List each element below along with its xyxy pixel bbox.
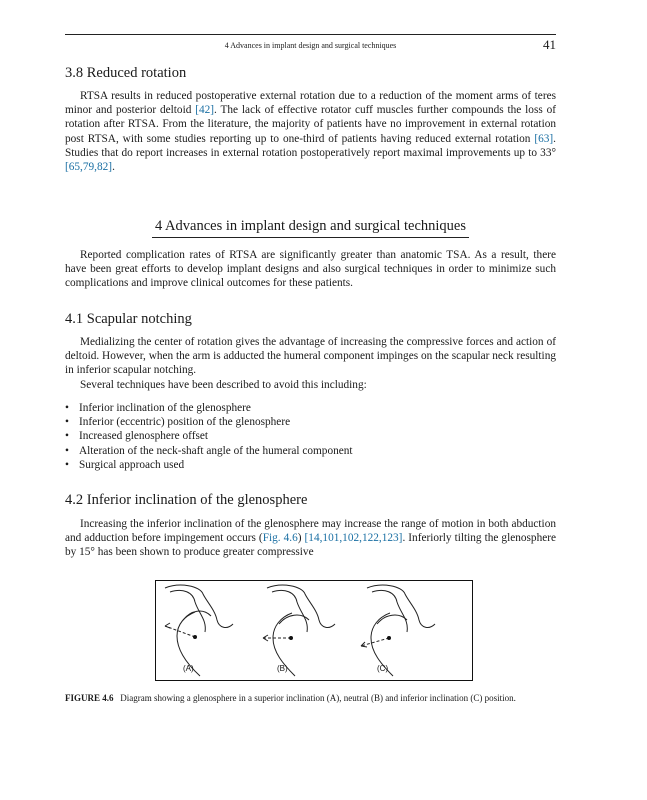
running-title: 4 Advances in implant design and surgical techniques xyxy=(224,41,397,50)
page-number: 41 xyxy=(543,37,556,52)
citation-link[interactable]: [63] xyxy=(534,132,554,145)
section-heading-4-2: 4.2 Inferior inclination of the glenosphere xyxy=(65,492,308,508)
rotation-center-a xyxy=(193,635,197,639)
header-rule xyxy=(65,34,556,35)
caption-text: Diagram showing a glenosphere in a superior inclination (A), neutral (B) and inferior inclination (C) position. xyxy=(120,693,516,703)
citation-link[interactable]: [42] xyxy=(195,104,215,117)
panel-label-b: (B) xyxy=(277,664,288,673)
technique-bullet-list xyxy=(65,401,559,472)
paragraph-scapular-notching: Medializing the center of rotation gives the advantage of increasing the compressive forces and action of deltoid. However, when the arm is adducted the humeral component impinges on the scapular neck resulting in inferior scapular notching. Several techniques have been described to avoid this including: xyxy=(65,336,556,391)
list-item: • Inferior inclination of the glenosphere xyxy=(79,401,559,415)
section-heading-4-1: 4.1 Scapular notching xyxy=(65,311,192,327)
citation-link[interactable]: [65,79,82] xyxy=(65,161,113,174)
panel-label-c: (C) xyxy=(377,664,389,673)
glenosphere-diagram xyxy=(155,580,473,681)
citation-link[interactable]: [14,101,102,122,123] xyxy=(304,532,403,545)
paragraph-inferior-inclination: Increasing the inferior inclination of the glenosphere may increase the range of motion in both abduction and adduction before impingement occurs (Fig. 4.6) [14,101,102,122,123]. Inferiorly tilting the glenosphere by 15° has been shown to produce greater compressive xyxy=(65,518,557,559)
panel-label-a: (A) xyxy=(183,664,194,673)
figure-frame xyxy=(156,581,473,681)
figure-caption xyxy=(65,692,556,705)
rotation-center-c xyxy=(387,636,391,640)
section-heading-3-8: 3.8 Reduced rotation xyxy=(65,65,187,81)
caption-label: FIGURE 4.6 xyxy=(65,693,114,703)
paragraph-reduced-rotation: RTSA results in reduced postoperative external rotation due to a reduction of the moment arms of teres minor and posterior deltoid [42]. The lack of effective rotator cuff muscles further compounds the loss of rotation after RTSA. From the literature, the majority of patients have no improvement in external rotation post RTSA, with some studies reporting up to one-third of patients having reduced external rotation [63]. Studies that do report increases in external rotation postoperatively report maximal improvements up to 33° [65,79,82]. xyxy=(65,90,556,174)
list-item: • Increased glenosphere offset xyxy=(79,429,559,443)
figure-link[interactable]: Fig. 4.6 xyxy=(262,532,298,545)
list-item: • Inferior (eccentric) position of the glenosphere xyxy=(79,415,559,429)
rotation-center-b xyxy=(289,636,293,640)
list-item: • Alteration of the neck-shaft angle of the humeral component xyxy=(79,444,559,458)
list-item: • Surgical approach used xyxy=(79,458,559,472)
chapter-section-heading: 4 Advances in implant design and surgical techniques xyxy=(65,218,556,238)
paragraph-advances-intro: Reported complication rates of RTSA are significantly greater than anatomic TSA. As a result, there have been great efforts to develop implant designs and also surgical techniques in order to minimize such complications and improve clinical outcomes for these patients. xyxy=(65,249,556,290)
